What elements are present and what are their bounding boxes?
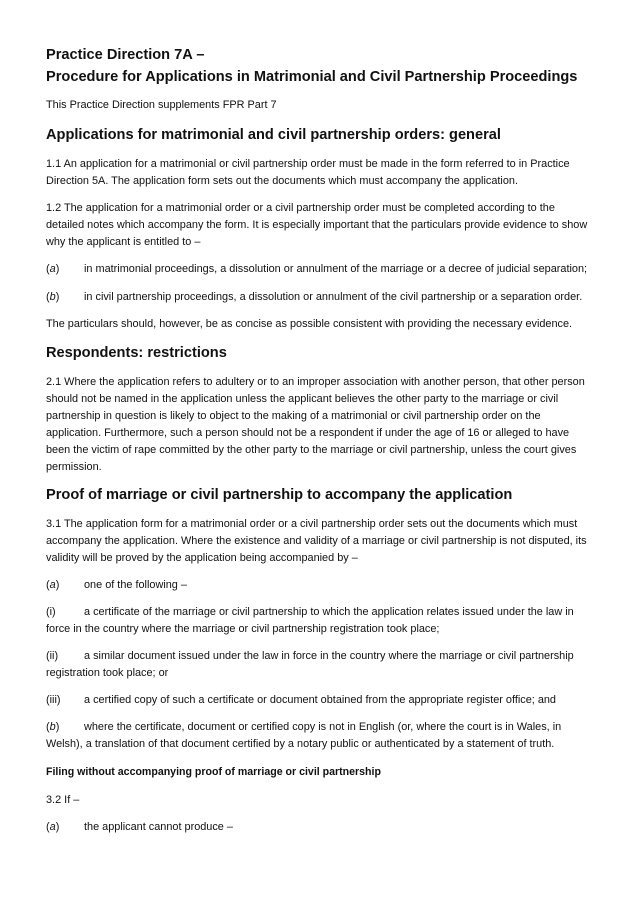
list-item-a2 <box>46 819 594 836</box>
paragraph-2-1: 2.1 Where the application refers to adultery or to an improper association with another person, that other person should not be named in the application unless the applicant believes the other party to the marriage or civil partnership in question is likely to object to the making of a matrimonial or civil partnership order on the application. Furthermore, such a person should not be a respondent if under the age of 16 or alleged to have been the victim of rape committed by the other party to the marriage or civil partnership, unless the court gives permission. <box>46 376 585 473</box>
list-item-a <box>46 261 594 278</box>
list-item-text: a similar document issued under the law in force in the country where the marriage or civil partnership registration took place; or <box>46 650 574 679</box>
section2-heading: Respondents: restrictions <box>46 345 227 361</box>
list-item-label: (ii) <box>46 650 59 662</box>
section1-heading: Applications for matrimonial and civil partnership orders: general <box>46 127 501 143</box>
list-item-label: (b) <box>46 291 60 303</box>
paragraph-1-2: 1.2 The application for a matrimonial order or a civil partnership order must be completed according to the detailed notes which accompany the form. It is especially important that the particulars provide evidence to show why the applicant is entitled to – <box>46 202 588 248</box>
paragraph-3-1: 3.1 The application form for a matrimonial order or a civil partnership order sets out the documents which must accompany the application. Where the existence and validity of a marriage or civil partnership is not disputed, its validity will be proved by the application being accompanied by – <box>46 518 587 564</box>
list-item-iii <box>46 692 594 709</box>
list-item-text: where the certificate, document or certified copy is not in English (or, where the court is in Wales, in Welsh), a translation of that document certified by a notary public or authenticated by a statement of truth. <box>46 721 562 750</box>
list-item-i <box>46 604 594 638</box>
supplement-note: This Practice Direction supplements FPR Part 7 <box>46 99 277 111</box>
list-item-text: a certificate of the marriage or civil partnership to which the application relates issued under the law in force in the country where the marriage or civil partnership registration took place; <box>46 606 574 635</box>
list-item-label: (a) <box>46 821 60 833</box>
list-item-label: (b) <box>46 721 60 733</box>
list-item-ii <box>46 648 594 682</box>
list-item-text: the applicant cannot produce – <box>84 821 233 833</box>
paragraph-1-1: 1.1 An application for a matrimonial or civil partnership order must be made in the form referred to in Practice Direction 5A. The application form sets out the documents which must accompany the application. <box>46 158 570 187</box>
list-item-b <box>46 289 594 306</box>
list-item-label: (a) <box>46 579 60 591</box>
list-item-label: (iii) <box>46 694 61 706</box>
list-item-text: a certified copy of such a certificate or document obtained from the appropriate register office; and <box>84 694 556 706</box>
list-item-a <box>46 577 594 594</box>
list-item-label: (a) <box>46 263 60 275</box>
list-item-label: (i) <box>46 606 56 618</box>
paragraph-closing: The particulars should, however, be as concise as possible consistent with providing the necessary evidence. <box>46 318 573 330</box>
list-item-text: one of the following – <box>84 579 187 591</box>
list-item-b <box>46 719 594 753</box>
paragraph-3-2: 3.2 If – <box>46 794 80 806</box>
list-item-text: in civil partnership proceedings, a dissolution or annulment of the civil partnership or a separation order. <box>84 291 583 303</box>
section3-heading: Proof of marriage or civil partnership to accompany the application <box>46 487 513 503</box>
section3-subheading: Filing without accompanying proof of marriage or civil partnership <box>46 766 381 778</box>
document-title-line2: Procedure for Applications in Matrimonial and Civil Partnership Proceedings <box>46 69 578 85</box>
document-title-line1: Practice Direction 7A – <box>46 47 205 63</box>
list-item-text: in matrimonial proceedings, a dissolution or annulment of the marriage or a decree of judicial separation; <box>84 263 588 275</box>
